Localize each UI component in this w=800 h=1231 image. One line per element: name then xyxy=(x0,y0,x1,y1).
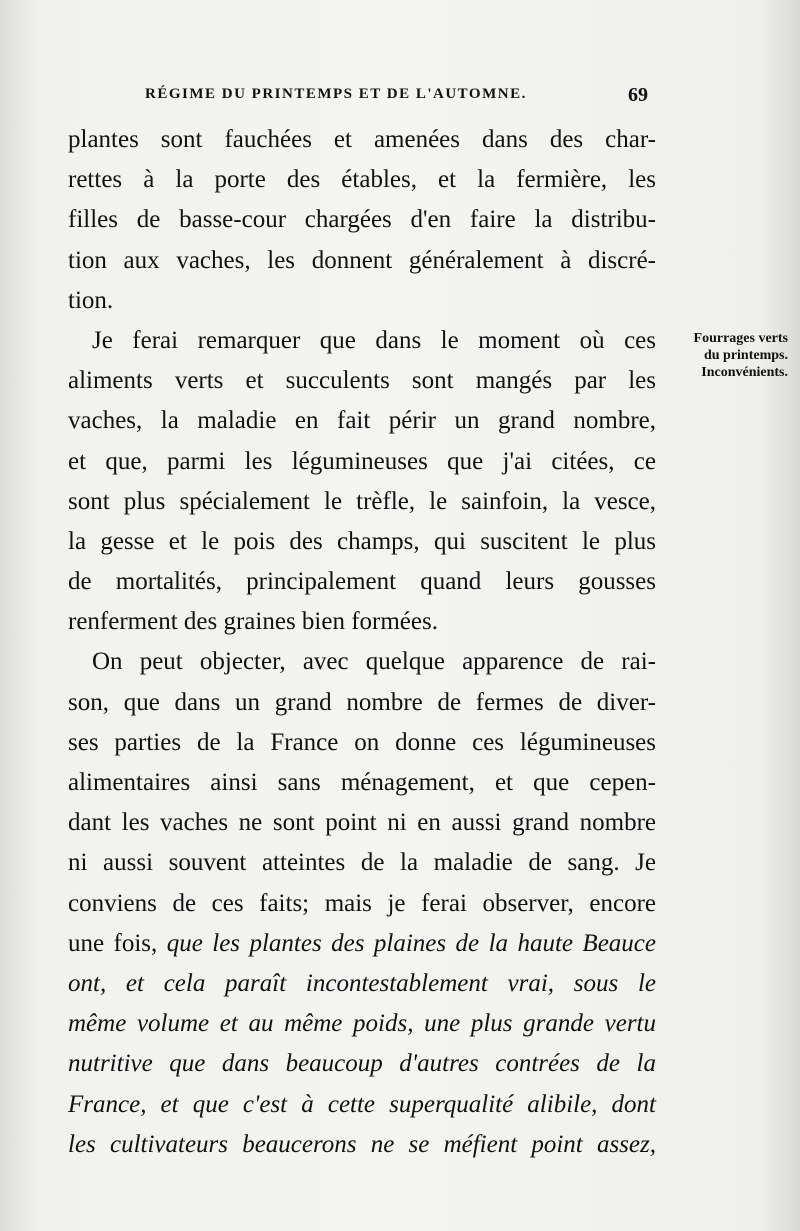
text-line: ont, et cela paraît incontestablement vrai, sous le xyxy=(68,969,656,997)
text-line: plantes sont fauchées et amenées dans des char- xyxy=(68,126,656,153)
text-line: de mortalités, principalement quand leurs gousses xyxy=(68,568,656,596)
text-line: aliments verts et succulents sont mangés par les xyxy=(68,367,656,395)
text-line: la gesse et le pois des champs, qui suscitent le plus xyxy=(68,527,656,555)
text-line: conviens de ces faits; mais je ferai observer, encore xyxy=(68,889,656,917)
body-text xyxy=(68,120,656,1165)
text-line: rettes à la porte des étables, et la fermière, les xyxy=(68,166,656,194)
text-line: filles de basse-cour chargées d'en faire la distribu- xyxy=(68,206,656,234)
text-line: ses parties de la France on donne ces légumineuses xyxy=(68,728,656,756)
text-line: et que, parmi les légumineuses que j'ai citées, ce xyxy=(68,447,656,475)
running-title: RÉGIME DU PRINTEMPS ET DE L'AUTOMNE. xyxy=(145,86,527,102)
margin-note-line: du printemps. xyxy=(703,348,788,363)
margin-note-line: Fourrages verts xyxy=(693,331,788,346)
text-line: tion aux vaches, les donnent généralement à discré- xyxy=(68,246,656,274)
text-line: France, et que c'est à cette superqualité alibile, dont xyxy=(68,1090,656,1118)
text-line xyxy=(68,924,656,964)
text-line: les cultivateurs beaucerons ne se méfient point assez, xyxy=(68,1130,656,1158)
text-line: On peut objecter, avec quelque apparence de rai- xyxy=(92,648,656,676)
text-line: renferment des graines bien formées. xyxy=(68,608,438,636)
text-line: Je ferai remarquer que dans le moment où ces xyxy=(92,326,656,354)
text-line: nutritive que dans beaucoup d'autres contrées de la xyxy=(68,1050,656,1078)
text-line: ni aussi souvent atteintes de la maladie de sang. Je xyxy=(68,849,656,877)
margin-note-line: Inconvénients. xyxy=(701,365,788,380)
text-italic: que les plantes des plaines de la haute Beauce xyxy=(157,929,656,957)
text-line: vaches, la maladie en fait périr un grand nombre, xyxy=(68,407,656,435)
text-line: dant les vaches ne sont point ni en aussi grand nombre xyxy=(68,809,656,837)
text-line: même volume et au même poids, une plus grande vertu xyxy=(68,1010,656,1038)
text-line: son, que dans un grand nombre de fermes de diver- xyxy=(68,688,656,716)
text-line: alimentaires ainsi sans ménagement, et que cepen- xyxy=(68,769,656,796)
text-line: tion. xyxy=(68,286,114,314)
text-roman: une fois, xyxy=(68,929,158,957)
page-number: 69 xyxy=(628,84,648,106)
text-line: sont plus spécialement le trèfle, le sainfoin, la vesce, xyxy=(68,487,656,515)
margin-note xyxy=(660,330,788,381)
